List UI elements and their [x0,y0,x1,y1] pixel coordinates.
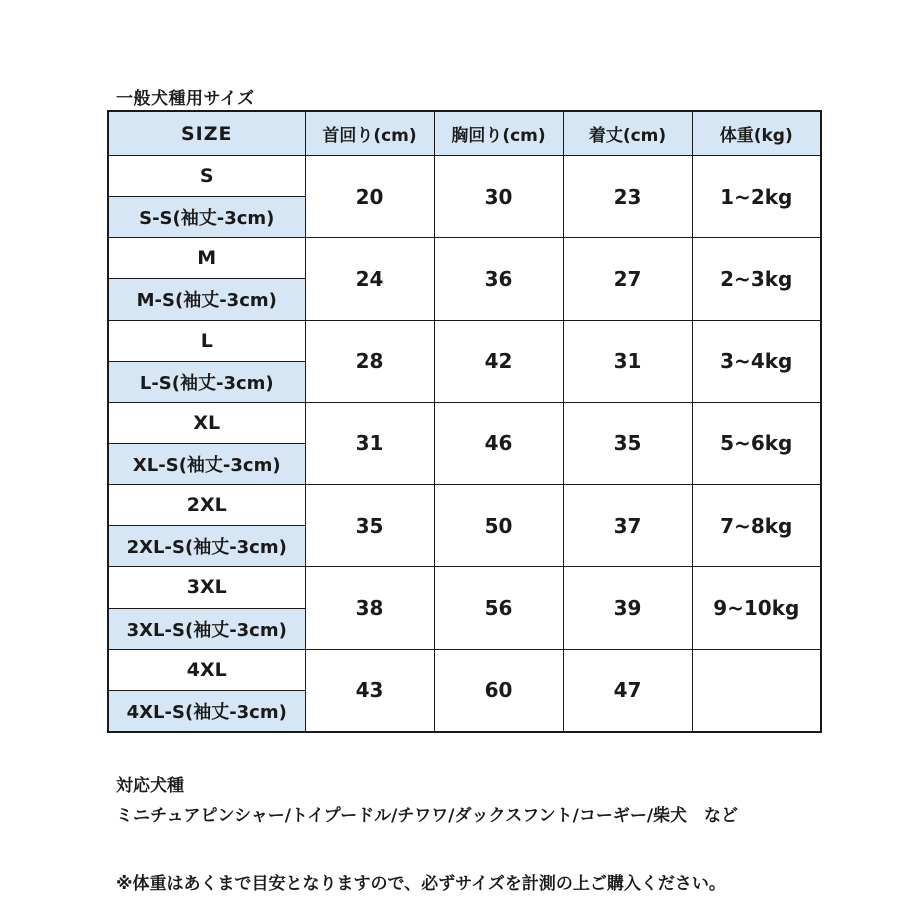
neck-cell: 20 [305,156,434,238]
weight-cell [692,649,821,732]
size-sub-cell: S-S(袖丈-3cm) [108,197,305,238]
table-row [108,485,821,526]
size-sub-cell: 2XL-S(袖丈-3cm) [108,526,305,567]
weight-cell: 7~8kg [692,485,821,567]
size-sub-cell: XL-S(袖丈-3cm) [108,443,305,484]
neck-cell: 28 [305,320,434,402]
table-row [108,567,821,608]
neck-cell: 24 [305,238,434,320]
breeds-label: 対応犬種 [116,776,184,796]
size-sub-cell: 3XL-S(袖丈-3cm) [108,608,305,649]
chest-cell: 56 [434,567,563,649]
size-cell: 2XL [108,485,305,526]
size-table [107,110,822,733]
length-cell: 23 [563,156,692,238]
size-cell: 3XL [108,567,305,608]
header-neck: 首回り(cm) [305,111,434,156]
length-cell: 37 [563,485,692,567]
table-row [108,320,821,361]
weight-cell: 2~3kg [692,238,821,320]
neck-cell: 38 [305,567,434,649]
chest-cell: 50 [434,485,563,567]
size-sub-cell: M-S(袖丈-3cm) [108,279,305,320]
size-cell: M [108,238,305,279]
header-size: SIZE [108,111,305,156]
weight-cell: 1~2kg [692,156,821,238]
size-cell: S [108,156,305,197]
weight-cell: 9~10kg [692,567,821,649]
table-header-row [108,111,821,156]
weight-cell: 3~4kg [692,320,821,402]
chest-cell: 60 [434,649,563,732]
page-title: 一般犬種用サイズ [116,89,255,109]
size-sub-cell: 4XL-S(袖丈-3cm) [108,690,305,732]
length-cell: 39 [563,567,692,649]
size-cell: 4XL [108,649,305,690]
chest-cell: 42 [434,320,563,402]
chest-cell: 46 [434,402,563,484]
size-sub-cell: L-S(袖丈-3cm) [108,361,305,402]
header-weight: 体重(kg) [692,111,821,156]
size-cell: XL [108,402,305,443]
chest-cell: 36 [434,238,563,320]
table-row [108,402,821,443]
neck-cell: 35 [305,485,434,567]
weight-cell: 5~6kg [692,402,821,484]
header-length: 着丈(cm) [563,111,692,156]
size-cell: L [108,320,305,361]
length-cell: 27 [563,238,692,320]
table-row [108,238,821,279]
table-row [108,156,821,197]
header-chest: 胸回り(cm) [434,111,563,156]
length-cell: 31 [563,320,692,402]
neck-cell: 31 [305,402,434,484]
breeds-list: ミニチュアピンシャー/トイプードル/チワワ/ダックスフント/コーギー/柴犬 など [116,806,739,826]
table-row [108,649,821,690]
length-cell: 47 [563,649,692,732]
chest-cell: 30 [434,156,563,238]
length-cell: 35 [563,402,692,484]
weight-note: ※体重はあくまで目安となりますので、必ずサイズを計測の上ご購入ください。 [116,874,726,894]
neck-cell: 43 [305,649,434,732]
